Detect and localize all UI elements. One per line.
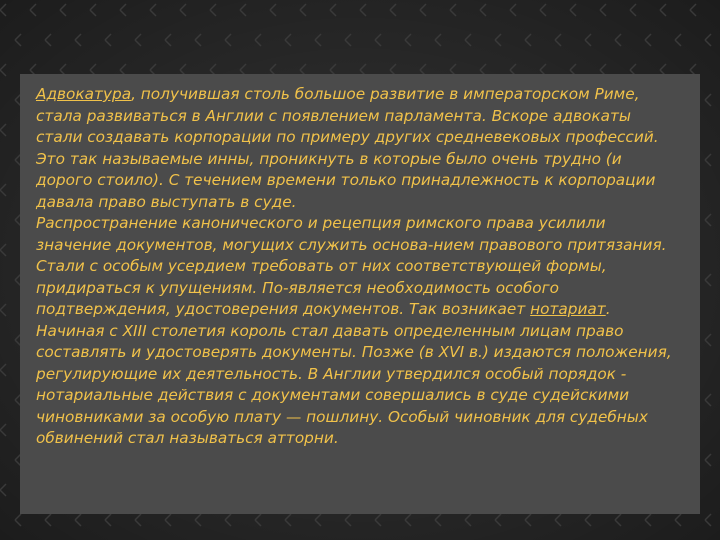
text-panel [20, 74, 700, 514]
paragraph-advocacy-text: , получившая столь большое развитие в императорском Риме, стала развиваться в Англии с появлением парламента. Вскоре адвокаты стали создавать корпорации по примеру других средневековых профессий. Это так называемые инны, проникнуть в которые было очень трудно (и дорого стоило). С течением времени только принадлежность к корпорации давала право выступать в суде. [36, 85, 659, 211]
paragraph-advocacy [36, 84, 682, 213]
advocacy-link[interactable]: Адвокатура [36, 85, 132, 103]
notary-link[interactable]: нотариат [530, 300, 606, 318]
paragraph-notary [36, 213, 682, 450]
paragraph-notary-text-before: Распространение канонического и рецепция римского права усилили значение документов, могущих служить основа-нием правового притязания. Стали с особым усердием требовать от них соответствующей формы, придираться к упущениям. По-является необходимость особого подтверждения, удостоверения документов. Так возникает [36, 214, 667, 318]
paragraph-notary-text-after: . Начиная с XIII столетия король стал давать определенным лицам право составлять и удостоверять документы. Позже (в XVI в.) издаются положения, регулирующие их деятельность. В Англии утвердился особый порядок - нотариальные действия с документами совершались в суде судейскими чиновниками за особую плату — пошлину. Особый чиновник для судебных обвинений стал называться атторни. [36, 300, 672, 447]
